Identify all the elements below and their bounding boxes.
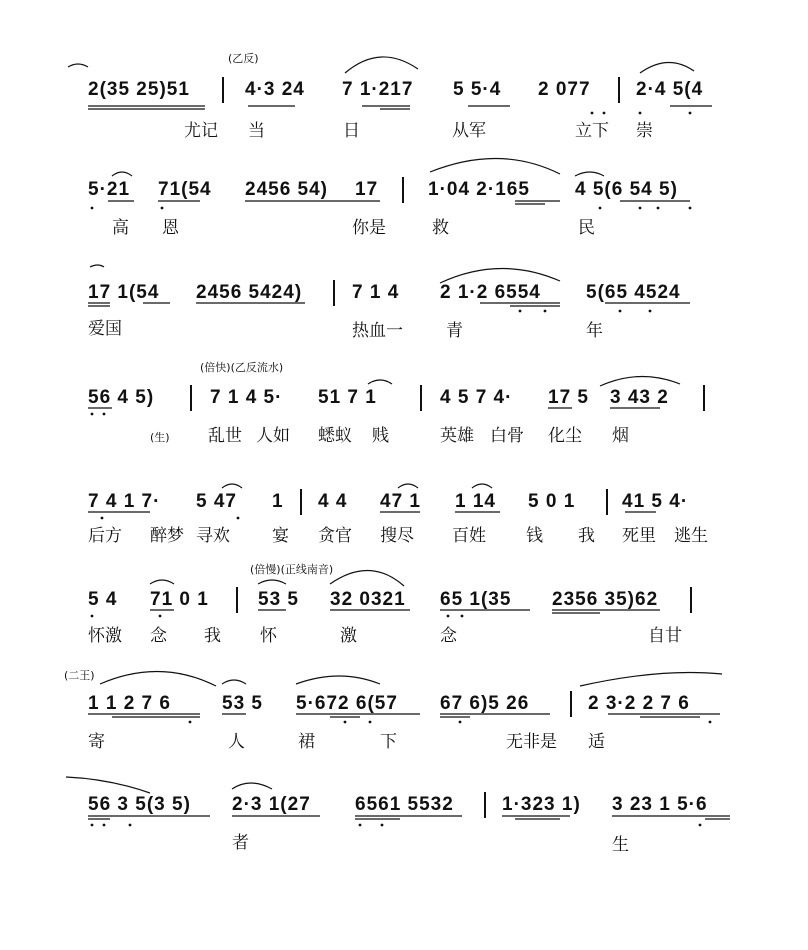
role-label: (生) bbox=[150, 431, 170, 444]
barline bbox=[484, 792, 486, 818]
measure-notes: 1 bbox=[272, 491, 284, 512]
slur-marks bbox=[0, 362, 808, 472]
barline bbox=[690, 587, 692, 613]
barline bbox=[222, 77, 224, 103]
lyric: 自甘 bbox=[648, 626, 682, 646]
measure-notes: 41 5 4· bbox=[622, 491, 689, 512]
lyric: 爱国 bbox=[88, 319, 122, 339]
barline bbox=[618, 77, 620, 103]
slur-marks bbox=[0, 45, 808, 155]
staff-system-5 bbox=[0, 466, 808, 576]
lyric: 百姓 bbox=[452, 526, 486, 546]
barline bbox=[300, 489, 302, 515]
tempo-annotation: (二王) bbox=[64, 669, 95, 682]
measure-notes: 4 5 7 4· bbox=[440, 387, 513, 408]
lyric: 救 bbox=[432, 218, 449, 238]
measure-notes: 56 4 5) bbox=[88, 387, 155, 408]
measure-notes: 4 4 bbox=[318, 491, 348, 512]
measure-notes: 5(65 4524 bbox=[586, 282, 681, 303]
lyric: 搜尽 bbox=[380, 526, 414, 546]
staff-system-1 bbox=[0, 45, 808, 155]
lyric: 当 bbox=[248, 121, 265, 141]
barline bbox=[333, 280, 335, 306]
barline bbox=[703, 385, 705, 411]
lyric: 恩 bbox=[162, 218, 179, 238]
lyric: 你是 bbox=[352, 218, 386, 238]
measure-notes: 2 077 bbox=[538, 79, 591, 100]
barline bbox=[236, 587, 238, 613]
lyric: 适 bbox=[588, 732, 605, 752]
lyric: 生 bbox=[612, 835, 629, 855]
slur-marks bbox=[0, 255, 808, 365]
measure-notes: 2 3·2 2 7 6 bbox=[588, 693, 690, 714]
measure-notes: 17 5 bbox=[548, 387, 589, 408]
lyric: 念 bbox=[150, 626, 167, 646]
measure-notes: 2(35 25)51 bbox=[88, 79, 190, 100]
measure-notes: 47 1 bbox=[380, 491, 421, 512]
measure-notes: 17 bbox=[355, 179, 379, 200]
slur-marks bbox=[0, 562, 808, 672]
tempo-annotation: (乙反) bbox=[228, 52, 259, 65]
measure-notes: 2356 35)62 bbox=[552, 589, 659, 610]
lyric: 人 bbox=[228, 732, 245, 752]
lyric: 青 bbox=[446, 321, 463, 341]
staff-system-2 bbox=[0, 150, 808, 260]
measure-notes: 2·3 1(27 bbox=[232, 794, 311, 815]
lyric: 日 bbox=[343, 121, 360, 141]
staff-system-8 bbox=[0, 765, 808, 875]
lyric: 年 bbox=[586, 321, 603, 341]
measure-notes: 4·3 24 bbox=[245, 79, 305, 100]
measure-notes: 3 43 2 bbox=[610, 387, 669, 408]
lyric: 热血一 bbox=[352, 321, 403, 341]
measure-notes: 32 0321 bbox=[330, 589, 406, 610]
lyric: 崇 bbox=[636, 121, 653, 141]
barline bbox=[402, 177, 404, 203]
measure-notes: 2 1·2 6554 bbox=[440, 282, 541, 303]
lyric: 从军 bbox=[452, 121, 486, 141]
lyric: 烟 bbox=[612, 426, 629, 446]
slur-marks bbox=[0, 765, 808, 875]
lyric: 蟋蚁 bbox=[318, 426, 352, 446]
measure-notes: 7 4 1 7· bbox=[88, 491, 161, 512]
measure-notes: 1·323 1) bbox=[502, 794, 581, 815]
measure-notes: 5 5·4 bbox=[453, 79, 502, 100]
lyric: 尤记 bbox=[184, 121, 218, 141]
measure-notes: 6561 5532 bbox=[355, 794, 454, 815]
measure-notes: 1 1 2 7 6 bbox=[88, 693, 171, 714]
measure-notes: 53 5 bbox=[222, 693, 263, 714]
lyric: 我 bbox=[204, 626, 221, 646]
lyric: 钱 bbox=[526, 526, 543, 546]
slur-marks bbox=[0, 150, 808, 260]
measure-notes: 5·21 bbox=[88, 179, 131, 200]
measure-notes: 65 1(35 bbox=[440, 589, 512, 610]
measure-notes: 2456 54) bbox=[245, 179, 329, 200]
lyric: 死里 bbox=[622, 526, 656, 546]
lyric: 念 bbox=[440, 626, 457, 646]
staff-system-3 bbox=[0, 255, 808, 365]
lyric: 寄 bbox=[88, 732, 105, 752]
lyric: 怀 bbox=[260, 626, 277, 646]
measure-notes: 1 14 bbox=[455, 491, 496, 512]
measure-notes: 3 23 1 5·6 bbox=[612, 794, 708, 815]
lyric: 贪官 bbox=[318, 526, 352, 546]
lyric: 贱 bbox=[372, 426, 389, 446]
lyric: 人如 bbox=[256, 426, 290, 446]
lyric: 立下 bbox=[575, 121, 609, 141]
slur-marks bbox=[0, 466, 808, 576]
tempo-annotation: (倍慢)(正线南音) bbox=[250, 563, 334, 576]
tempo-annotation: (倍快)(乙反流水) bbox=[200, 361, 284, 374]
barline bbox=[420, 385, 422, 411]
measure-notes: 2456 5424) bbox=[196, 282, 303, 303]
measure-notes: 17 1(54 bbox=[88, 282, 160, 303]
lyric: 者 bbox=[232, 833, 249, 853]
lyric: 高 bbox=[112, 218, 129, 238]
measure-notes: 5 0 1 bbox=[528, 491, 576, 512]
measure-notes: 4 5(6 54 5) bbox=[575, 179, 678, 200]
lyric: 裙 bbox=[298, 732, 315, 752]
slur-marks bbox=[0, 662, 808, 772]
lyric: 醉梦 bbox=[150, 526, 184, 546]
lyric: 民 bbox=[578, 218, 595, 238]
lyric: 化尘 bbox=[548, 426, 582, 446]
staff-system-7 bbox=[0, 662, 808, 772]
lyric: 乱世 bbox=[208, 426, 242, 446]
lyric: 下 bbox=[380, 732, 397, 752]
measure-notes: 71(54 bbox=[158, 179, 212, 200]
measure-notes: 1·04 2·165 bbox=[428, 179, 530, 200]
lyric: 我 bbox=[578, 526, 595, 546]
barline bbox=[190, 385, 192, 411]
measure-notes: 7 1 4 5· bbox=[210, 387, 283, 408]
lyric: 寻欢 bbox=[196, 526, 230, 546]
measure-notes: 5 47 bbox=[196, 491, 237, 512]
measure-notes: 53 5 bbox=[258, 589, 299, 610]
lyric: 宴 bbox=[272, 526, 289, 546]
lyric: 怀激 bbox=[88, 626, 122, 646]
measure-notes: 5·672 6(57 bbox=[296, 693, 398, 714]
measure-notes: 71 0 1 bbox=[150, 589, 209, 610]
measure-notes: 7 1·217 bbox=[342, 79, 414, 100]
barline bbox=[606, 489, 608, 515]
lyric: 激 bbox=[340, 626, 357, 646]
lyric: 后方 bbox=[88, 526, 122, 546]
lyric: 逃生 bbox=[674, 526, 708, 546]
measure-notes: 56 3 5(3 5) bbox=[88, 794, 191, 815]
lyric: 白骨 bbox=[490, 426, 524, 446]
measure-notes: 7 1 4 bbox=[352, 282, 400, 303]
staff-system-6 bbox=[0, 562, 808, 672]
lyric: 无非是 bbox=[506, 732, 557, 752]
measure-notes: 5 4 bbox=[88, 589, 118, 610]
measure-notes: 2·4 5(4 bbox=[636, 79, 704, 100]
measure-notes: 67 6)5 26 bbox=[440, 693, 530, 714]
barline bbox=[570, 691, 572, 717]
lyric: 英雄 bbox=[440, 426, 474, 446]
staff-system-4 bbox=[0, 362, 808, 472]
measure-notes: 51 7 1 bbox=[318, 387, 377, 408]
